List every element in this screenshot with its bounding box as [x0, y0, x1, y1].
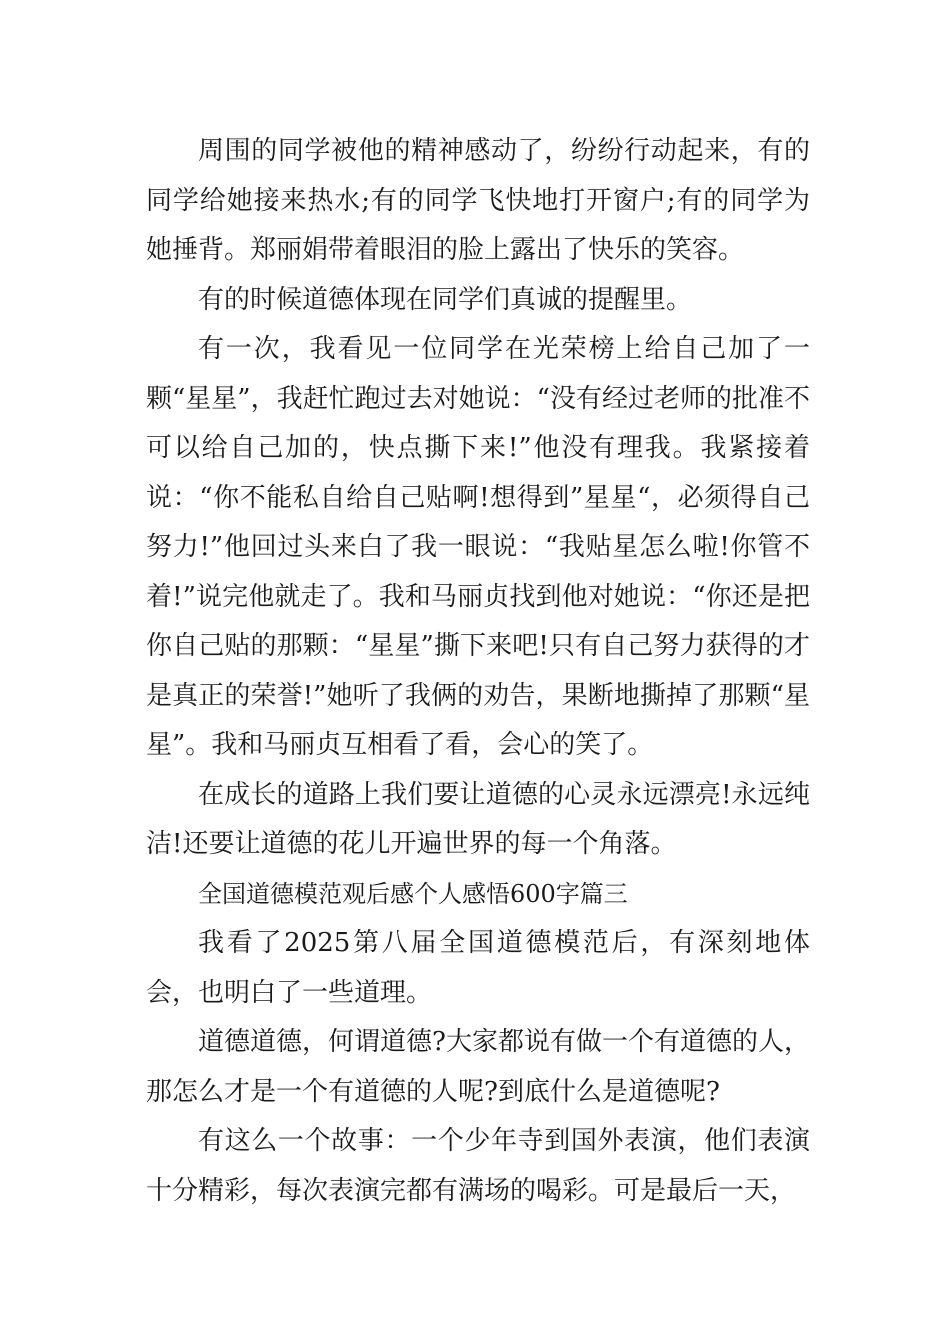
paragraph: 我看了2025第八届全国道德模范后，有深刻地体会，也明白了一些道理。: [146, 928, 810, 1008]
paragraph: 道德道德，何谓道德?大家都说有做一个有道德的人，那怎么才是一个有道德的人呢?到底什么是道德呢?: [146, 1027, 810, 1107]
paragraph: 有这么一个故事：一个少年寺到国外表演，他们表演十分精彩，每次表演完都有满场的喝彩。可是最后一天，: [146, 1126, 810, 1206]
paragraph: 有的时候道德体现在同学们真诚的提醒里。: [198, 284, 693, 315]
paragraph: 在成长的道路上我们要让道德的心灵永远漂亮!永远纯洁!还要让道德的花儿开遍世界的每一个角落。: [146, 779, 810, 859]
paragraph: 周围的同学被他的精神感动了，纷纷行动起来，有的同学给她接来热水;有的同学飞快地打开窗户;有的同学为她捶背。郑丽娟带着眼泪的脸上露出了快乐的笑容。: [146, 136, 810, 265]
document-body: [146, 127, 810, 1216]
section-title: 全国道德模范观后感个人感悟600字篇三: [198, 879, 628, 908]
paragraph: 有一次，我看见一位同学在光荣榜上给自己加了一颗“星星”，我赶忙跑过去对她说：“没有经过老师的批准不可以给自己加的，快点撕下来!”他没有理我。我紧接着说：“你不能私自给自己贴啊!想得到”星星“，必须得自己努力!”他回过头来白了我一眼说：“我贴星怎么啦!你管不着!”说完他就走了。我和马丽贞找到他对她说：“你还是把你自己贴的那颗：“星星”撕下来吧!只有自己努力获得的才是真正的荣誉!”她听了我俩的劝告，果断地撕掉了那颗“星星”。我和马丽贞互相看了看，会心的笑了。: [146, 334, 810, 760]
